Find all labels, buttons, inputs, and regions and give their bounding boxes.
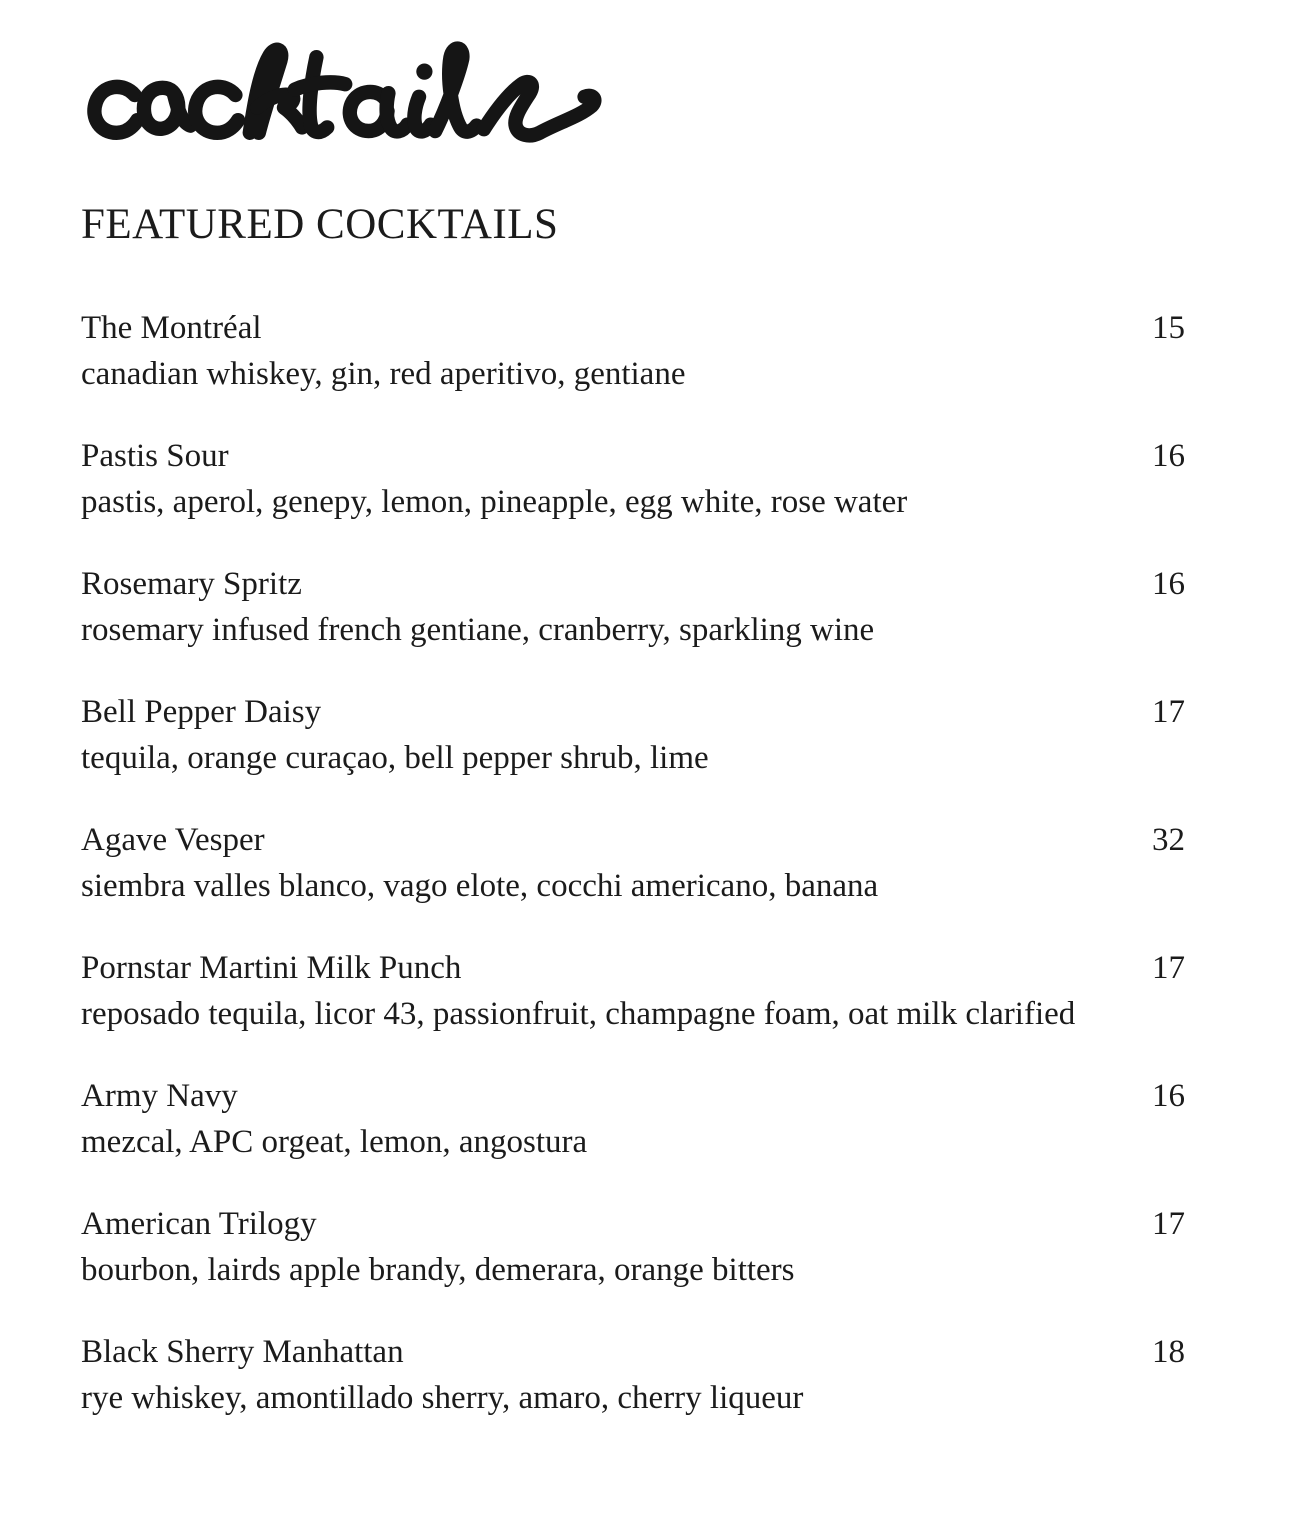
item-name: Rosemary Spritz [81,566,302,602]
item-name: Agave Vesper [81,822,265,858]
menu-item-header [81,1201,1185,1247]
menu-item [81,433,1185,525]
menu-item [81,561,1185,653]
menu-item [81,305,1185,397]
item-price: 17 [1152,694,1185,730]
item-name: American Trilogy [81,1206,317,1242]
menu-item-header [81,433,1185,479]
item-name: The Montréal [81,310,262,346]
cocktails-script-logo [77,32,1185,176]
section-title: FEATURED COCKTAILS [81,201,559,248]
item-ingredients: rosemary infused french gentiane, cranberry, sparkling wine [81,612,875,648]
item-ingredients: bourbon, lairds apple brandy, demerara, orange bitters [81,1252,795,1288]
menu-item [81,1073,1185,1165]
item-price: 32 [1152,822,1185,858]
item-name: Army Navy [81,1078,238,1114]
menu-item [81,945,1185,1037]
item-price: 16 [1152,566,1185,602]
menu-item-header [81,689,1185,735]
item-name: Pastis Sour [81,438,229,474]
item-price: 16 [1152,1078,1185,1114]
item-ingredients: canadian whiskey, gin, red aperitivo, gentiane [81,356,686,392]
i-dot [416,64,432,80]
item-ingredients: tequila, orange curaçao, bell pepper shrub, lime [81,740,709,776]
menu-item-header [81,945,1185,991]
item-price: 15 [1152,310,1185,346]
item-price: 16 [1152,438,1185,474]
item-name: Pornstar Martini Milk Punch [81,950,462,986]
menu-item-header [81,1073,1185,1119]
menu-item [81,1329,1185,1421]
menu-item [81,1201,1185,1293]
menu-item-header [81,305,1185,351]
menu-item-header [81,1329,1185,1375]
item-ingredients: rye whiskey, amontillado sherry, amaro, cherry liqueur [81,1380,804,1416]
item-ingredients: reposado tequila, licor 43, passionfruit, champagne foam, oat milk clarified [81,996,1076,1032]
item-price: 17 [1152,1206,1185,1242]
cocktails-logo-drawing [77,32,617,176]
item-price: 18 [1152,1334,1185,1370]
menu-item [81,689,1185,781]
menu-item [81,817,1185,909]
menu-item-header [81,561,1185,607]
menu-item-header [81,817,1185,863]
item-ingredients: siembra valles blanco, vago elote, cocchi americano, banana [81,868,879,904]
item-ingredients: mezcal, APC orgeat, lemon, angostura [81,1124,588,1160]
item-name: Black Sherry Manhattan [81,1334,404,1370]
item-ingredients: pastis, aperol, genepy, lemon, pineapple, egg white, rose water [81,484,908,520]
cocktail-list [81,305,1185,1421]
item-price: 17 [1152,950,1185,986]
item-name: Bell Pepper Daisy [81,694,322,730]
